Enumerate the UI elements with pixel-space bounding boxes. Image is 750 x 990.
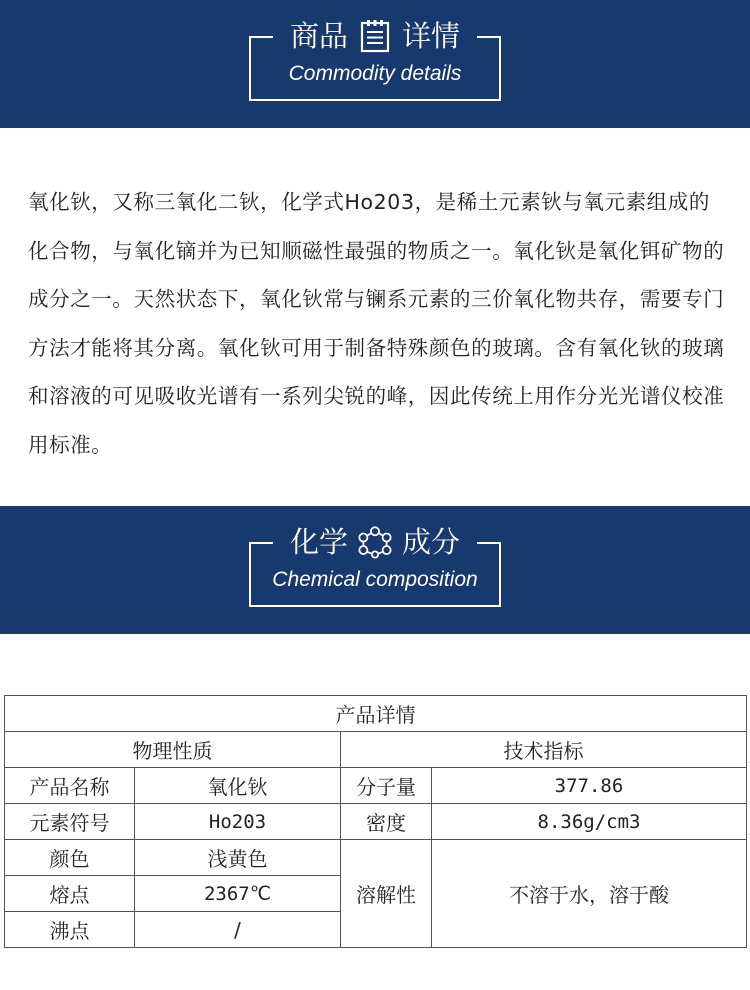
commodity-details-banner (0, 0, 750, 128)
banner-title-right: 成分 (402, 525, 461, 559)
technical-specs-header: 技术指标 (341, 732, 747, 768)
density-value: 8.36g/cm3 (432, 804, 747, 840)
banner-title (0, 524, 750, 560)
banner-subtitle: Commodity details (288, 62, 462, 85)
product-name-label: 产品名称 (5, 768, 135, 804)
boiling-point-value: / (135, 912, 341, 948)
molecular-weight-value: 377.86 (432, 768, 747, 804)
solubility-label: 溶解性 (341, 840, 432, 948)
physical-properties-header: 物理性质 (5, 732, 341, 768)
banner-title-left: 化学 (289, 525, 348, 559)
melting-point-value: 2367℃ (135, 876, 341, 912)
table-row (5, 840, 747, 876)
product-description: 氧化钬，又称三氧化二钬，化学式Ho203，是稀土元素钬与氧元素组成的化合物，与氧化镝并为已知顺磁性最强的物质之一。氧化钬是氧化铒矿物的成分之一。天然状态下，氧化钬常与镧系元素的三价氧化物共存，需要专门方法才能将其分离。氧化钬可用于制备特殊颜色的玻璃。含有氧化钬的玻璃和溶液的可见吸收光谱有一系列尖锐的峰，因此传统上用作分光光谱仪校准用标准。 (28, 190, 725, 457)
color-value: 浅黄色 (135, 840, 341, 876)
banner-title (0, 18, 750, 54)
table-row (5, 696, 747, 732)
boiling-point-label: 沸点 (5, 912, 135, 948)
table-row (5, 768, 747, 804)
chemical-composition-banner (0, 506, 750, 634)
molecule-icon (358, 525, 392, 559)
element-symbol-value: Ho203 (135, 804, 341, 840)
banner-subtitle: Chemical composition (272, 568, 478, 591)
element-symbol-label: 元素符号 (5, 804, 135, 840)
table-row (5, 732, 747, 768)
product-spec-table (4, 695, 747, 948)
product-name-value: 氧化钬 (135, 768, 341, 804)
notepad-icon (358, 19, 392, 53)
molecular-weight-label: 分子量 (341, 768, 432, 804)
table-row (5, 804, 747, 840)
banner-title-left: 商品 (289, 19, 348, 53)
color-label: 颜色 (5, 840, 135, 876)
solubility-value: 不溶于水，溶于酸 (432, 840, 747, 948)
melting-point-label: 熔点 (5, 876, 135, 912)
density-label: 密度 (341, 804, 432, 840)
banner-title-right: 详情 (402, 19, 461, 53)
table-title: 产品详情 (5, 696, 747, 732)
